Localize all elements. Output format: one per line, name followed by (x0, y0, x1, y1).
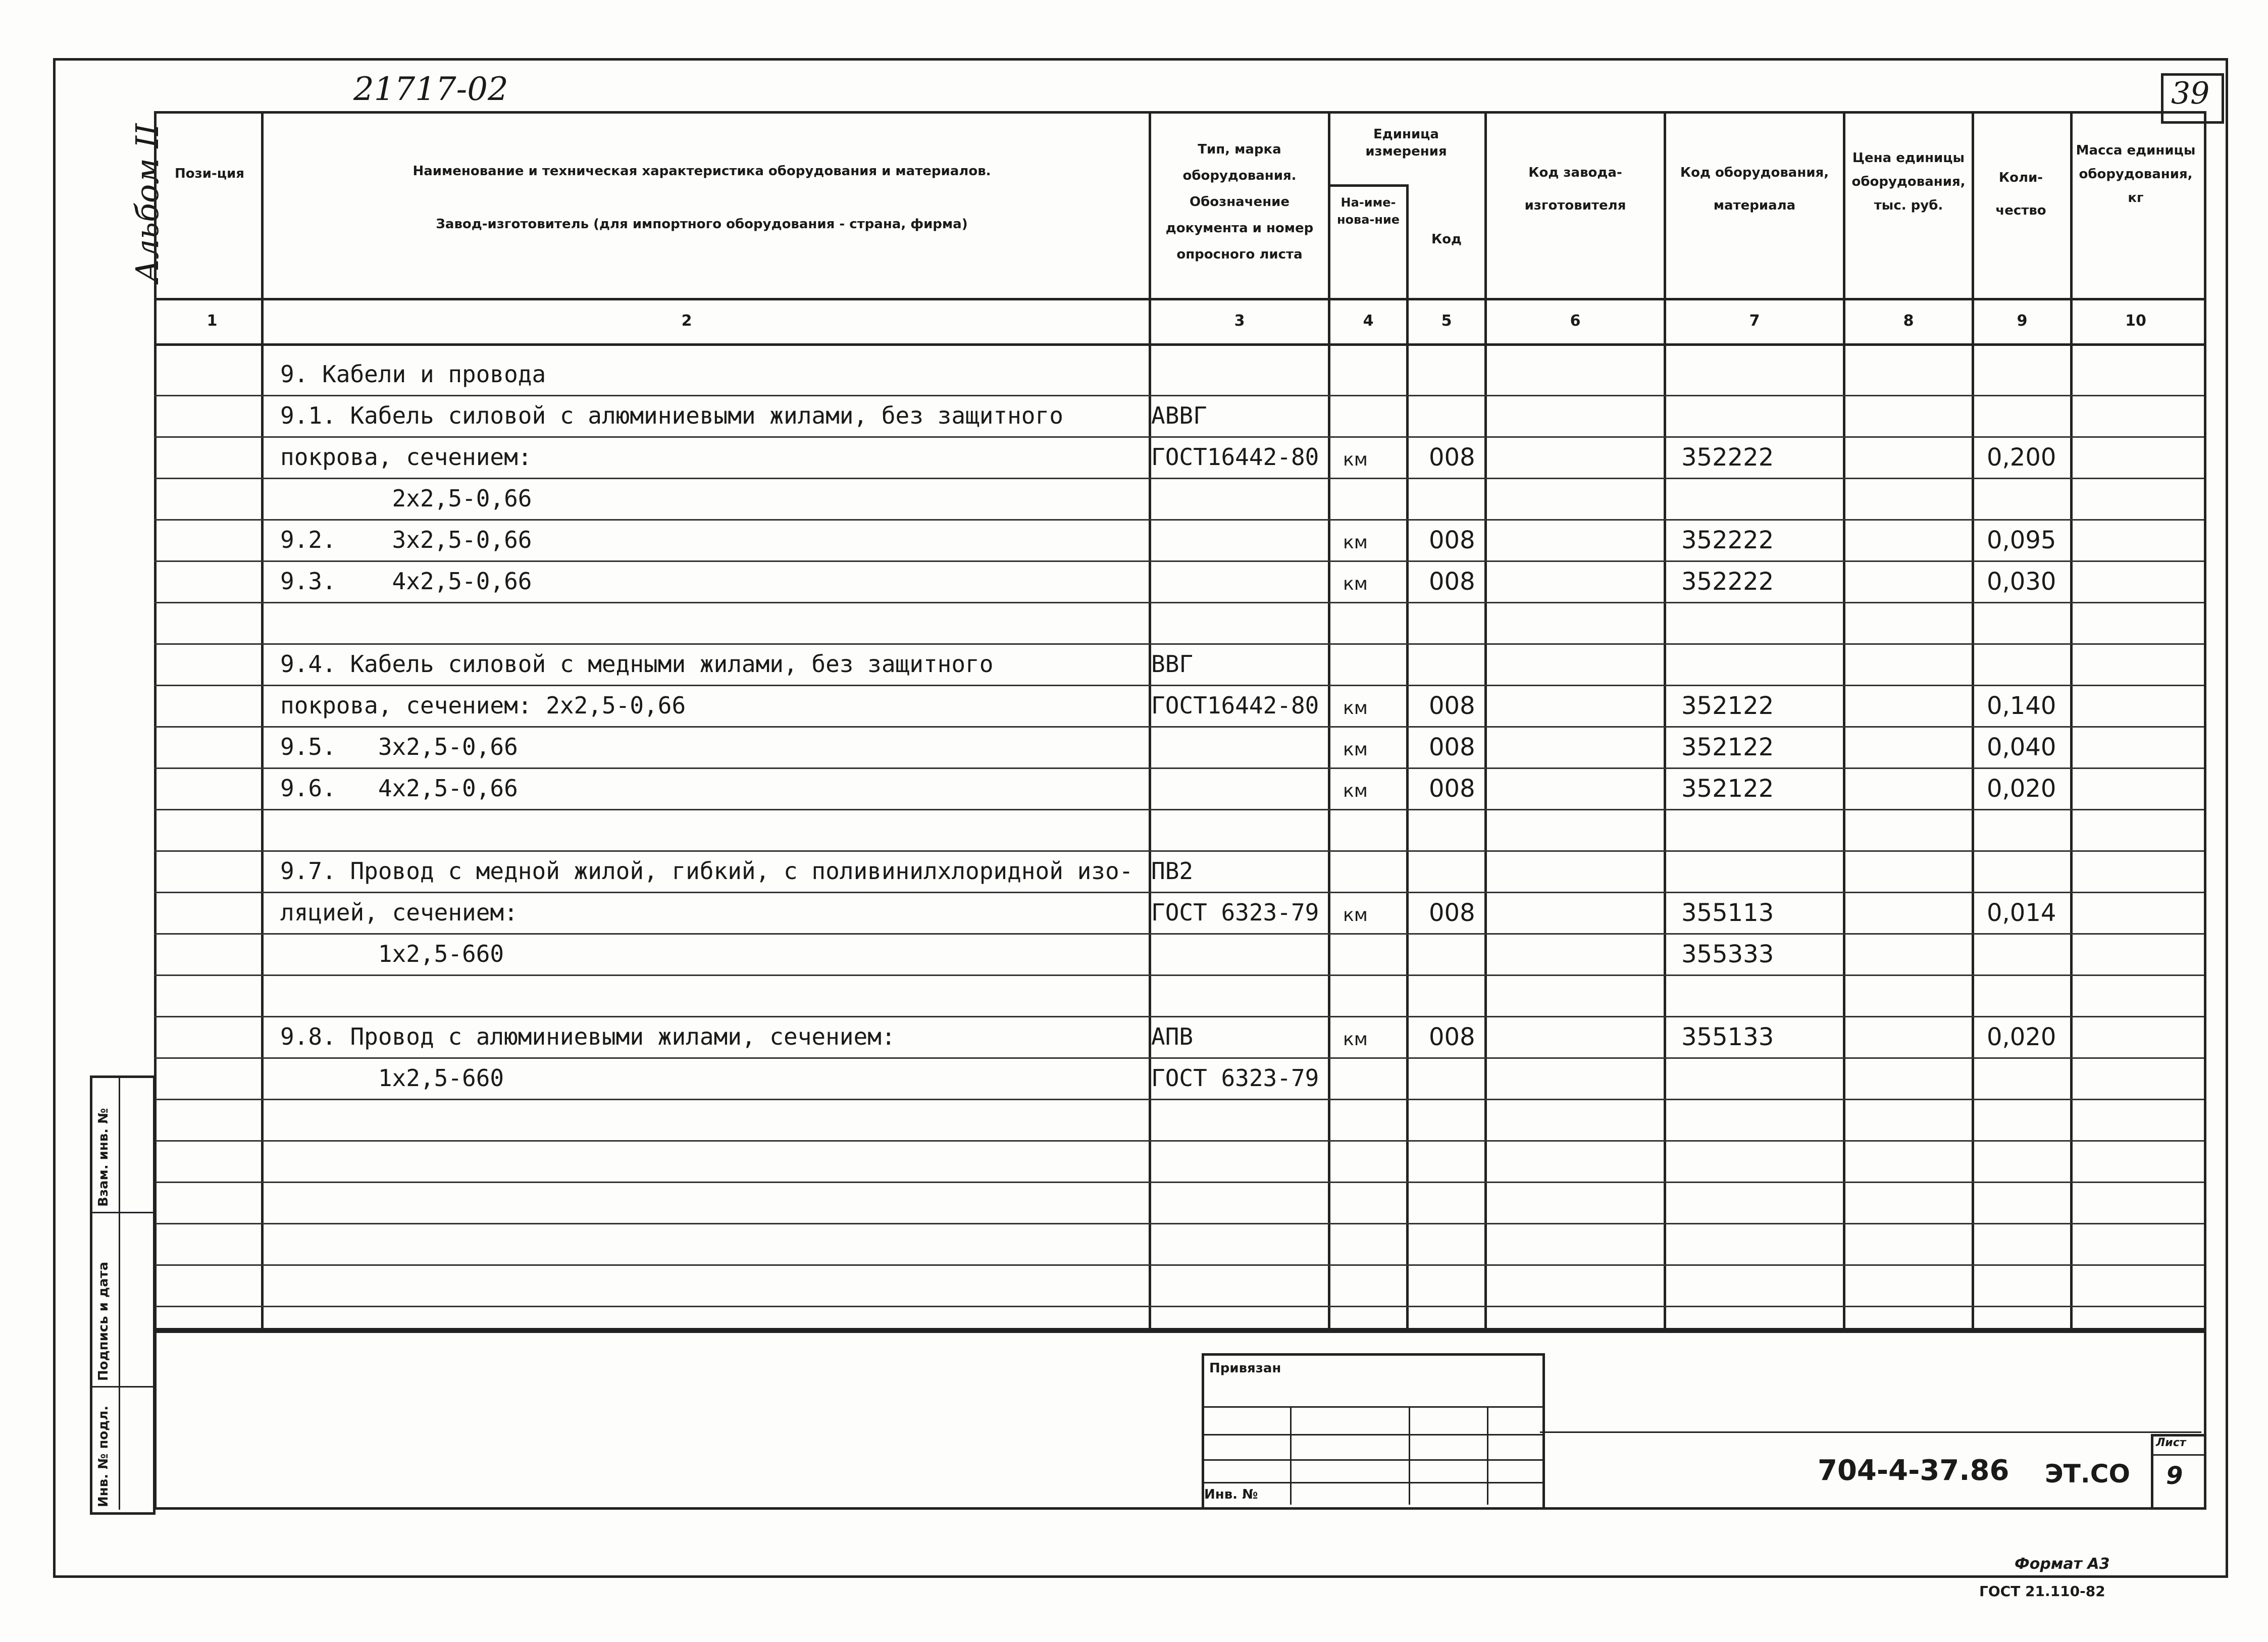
sheet-label: Лист (2156, 1436, 2186, 1449)
col-header-unit: Единица измерения (1365, 127, 1447, 159)
row-material-code: 355113 (1681, 899, 1774, 927)
standard-label: ГОСТ 21.110-82 (1979, 1583, 2105, 1600)
col-number-9: 9 (2017, 312, 2028, 330)
row-unit-code: 008 (1429, 568, 1475, 596)
row-material-code: 352122 (1681, 692, 1774, 720)
col-header-mass: Масса единицы оборудования, кг (2076, 143, 2196, 206)
side-inv-podl: Инв. № подл. (96, 1405, 111, 1507)
row-unit-code: 008 (1429, 692, 1475, 720)
row-quantity: 0,030 (1987, 568, 2056, 596)
row-name: 9.2. 3х2,5-0,66 (280, 526, 532, 553)
row-name: 9.7. Провод с медной жилой, гибкий, с поливинилхлоридной изо- (280, 857, 1133, 885)
row-unit-code: 008 (1429, 733, 1475, 761)
row-quantity: 0,020 (1987, 1023, 2056, 1051)
row-name: ляцией, сечением: (280, 899, 518, 926)
col-header-price: Цена единицы оборудования, тыс. руб. (1851, 150, 1966, 213)
col-number-7: 7 (1749, 312, 1760, 330)
side-vzam-inv: Взам. инв. № (96, 1108, 111, 1207)
col-number-2: 2 (681, 312, 692, 330)
col-header-name-line1: Наименование и техническая характеристика оборудования и материалов. (413, 164, 991, 179)
mark: ЭТ.СО (2045, 1459, 2130, 1489)
table-frame (154, 111, 2206, 1333)
sheet-number: 39 (2171, 76, 2210, 111)
col-header-type: Тип, марка оборудования. Обозначение документа и номер опросного листа (1165, 142, 1314, 262)
row-name: 9.4. Кабель силовой с медными жилами, без защитного (280, 650, 994, 678)
col-number-10: 10 (2125, 312, 2146, 330)
row-quantity: 0,095 (1987, 526, 2056, 554)
col-number-8: 8 (1903, 312, 1914, 330)
row-unit: км (1343, 449, 1368, 470)
row-material-code: 352222 (1681, 568, 1774, 596)
row-unit-code: 008 (1429, 526, 1475, 554)
album-label: Альбом II (129, 123, 166, 283)
row-name: покрова, сечением: (280, 443, 532, 471)
archive-number: 21717-02 (353, 71, 508, 108)
row-unit: км (1343, 698, 1368, 719)
row-name: 9.5. 3х2,5-0,66 (280, 733, 518, 760)
col-header-equipment-code: Код оборудования, материала (1680, 165, 1829, 213)
row-quantity: 0,014 (1987, 899, 2056, 927)
row-unit-code: 008 (1429, 443, 1475, 472)
row-name: 1х2,5-660 (280, 940, 504, 967)
col-header-name-line2: Завод-изготовитель (для импортного оборудования - страна, фирма) (436, 217, 968, 232)
col-number-5: 5 (1441, 312, 1452, 330)
col-number-6: 6 (1570, 312, 1581, 330)
binding-label: Привязан (1209, 1361, 1281, 1376)
format-label: Формат А3 (2015, 1555, 2110, 1573)
row-type: ГОСТ16442-80 (1151, 692, 1319, 719)
row-name: 2х2,5-0,66 (280, 485, 532, 512)
row-unit: км (1343, 574, 1368, 594)
col-number-3: 3 (1234, 312, 1245, 330)
row-type: ГОСТ16442-80 (1151, 443, 1319, 471)
row-material-code: 352222 (1681, 443, 1774, 472)
row-material-code: 352122 (1681, 733, 1774, 761)
row-type: ПВ2 (1151, 857, 1194, 885)
col-number-4: 4 (1363, 312, 1374, 330)
row-type: ВВГ (1151, 650, 1194, 678)
row-name: 9.3. 4х2,5-0,66 (280, 568, 532, 595)
row-type: АПВ (1151, 1023, 1194, 1050)
sheet-value: 9 (2166, 1462, 2183, 1490)
col-header-unit-code: Код (1431, 232, 1462, 247)
row-unit: км (1343, 739, 1368, 760)
row-name: 9. Кабели и провода (280, 361, 546, 388)
row-unit: км (1343, 532, 1368, 553)
col-header-factory-code: Код завода-изготовителя (1524, 165, 1626, 213)
row-type: АВВГ (1151, 402, 1207, 429)
row-unit: км (1343, 1029, 1368, 1050)
side-podpis-data: Подпись и дата (96, 1261, 111, 1381)
row-name: 9.8. Провод с алюминиевыми жилами, сечением: (280, 1023, 896, 1050)
inv-label: Инв. № (1204, 1487, 1258, 1502)
row-type: ГОСТ 6323-79 (1151, 1064, 1319, 1092)
row-material-code: 355333 (1681, 940, 1774, 968)
row-type: ГОСТ 6323-79 (1151, 899, 1319, 926)
row-unit: км (1343, 781, 1368, 801)
row-name: покрова, сечением: 2х2,5-0,66 (280, 692, 686, 719)
col-number-1: 1 (207, 312, 218, 330)
row-name: 1х2,5-660 (280, 1064, 504, 1092)
row-material-code: 355133 (1681, 1023, 1774, 1051)
row-material-code: 352222 (1681, 526, 1774, 554)
col-header-unit-name: На-име-нова-ние (1336, 195, 1400, 227)
row-material-code: 352122 (1681, 775, 1774, 803)
row-unit: км (1343, 905, 1368, 926)
row-quantity: 0,200 (1987, 443, 2056, 472)
designation: 704-4-37.86 (1818, 1454, 2009, 1487)
row-unit-code: 008 (1429, 1023, 1475, 1051)
row-name: 9.6. 4х2,5-0,66 (280, 775, 518, 802)
row-name: 9.1. Кабель силовой с алюминиевыми жилами, без защитного (280, 402, 1063, 429)
row-quantity: 0,140 (1987, 692, 2056, 720)
binding-stamp (1202, 1353, 1545, 1510)
row-quantity: 0,040 (1987, 733, 2056, 761)
row-unit-code: 008 (1429, 775, 1475, 803)
row-quantity: 0,020 (1987, 775, 2056, 803)
row-unit-code: 008 (1429, 899, 1475, 927)
col-header-quantity: Коли-чество (1995, 170, 2046, 218)
col-header-position: Пози-ция (175, 166, 244, 181)
